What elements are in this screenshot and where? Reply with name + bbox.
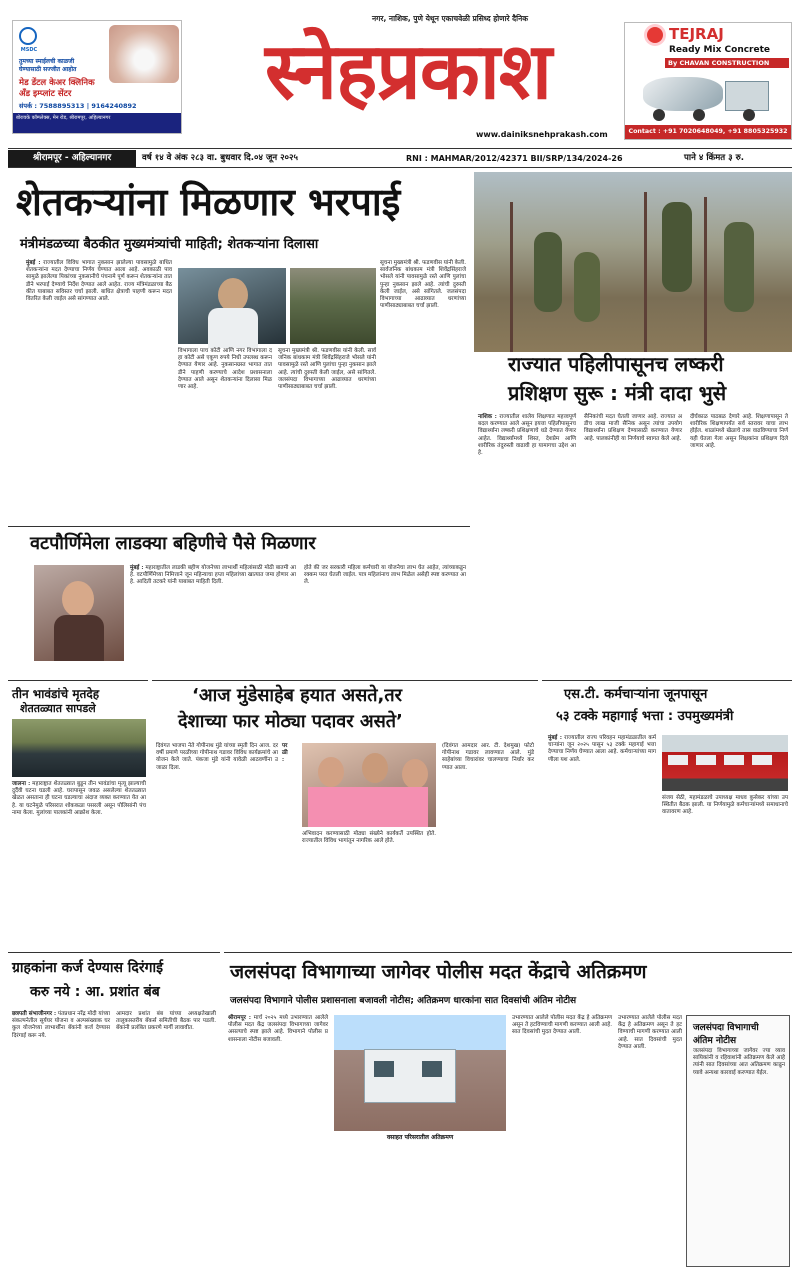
- tagline: नगर, नाशिक, पुणे येथून एकाचवेळी प्रसिध्द होणारे दैनिक: [372, 14, 529, 23]
- story4-dateline: जालना :: [12, 781, 31, 787]
- story8-col3: [618, 1015, 682, 1267]
- concrete-truck-image: [633, 71, 785, 123]
- story5-col1-text: दिवंगत भाजपा नेते गोपीनाथ मुंडे यांच्या स्मृती दिन आज. दरवर्षी प्रमाणे परळीच्या गोपीनाथ गडावर विविध कार्यक्रमांचे आयोजन केले जाते. पंकजा मुंडे यांनी यावेळी आठवणींना उजाळा दिला.: [156, 743, 278, 771]
- story3-col2: [304, 565, 466, 669]
- story1-col2-text: विभागाला पाच कोटी आणि नगर विभागाला दहा कोटी असे एकूण रुपये निधी उपलब्ध करून देण्यात येणार आहे. नुकसानग्रस्त भागात तातडीने पाहणी करण्याचे आदेश प्रशासनाला देण्यात आले असून शेतकऱ्यांना दिलासा मिळणार आहे.: [178, 348, 272, 391]
- story1-col3: [278, 348, 376, 516]
- story-ladki-bahin: [8, 526, 470, 672]
- story3-headline: वटपौर्णिमेला लाडक्या बहिणीचे पैसे मिळणार: [30, 533, 316, 554]
- story-water-dept-encroachment: [224, 952, 792, 1270]
- story6-col1-text: राज्यातील राज्य परिवहन महामंडळातील कर्मचाऱ्यांना जून २०२५ पासून ५३ टक्के महागाई भत्ता देण्याचा निर्णय घेण्यात आला आहे. कर्मचाऱ्यांच्या मागणीला यश आले.: [548, 735, 656, 763]
- ad-address: बोरावके कॉम्प्लेक्स, मेन रोड, श्रीरामपूर, अहिल्यानगर: [13, 113, 181, 133]
- story3-col1: [130, 565, 296, 669]
- story-munde-tribute: [152, 680, 538, 946]
- story1-subhead: मंत्रीमंडळच्या बैठकीत मुख्यमंत्र्यांची माहिती; शेतकऱ्यांना दिलासा: [20, 237, 319, 252]
- story2-col2-text: सैनिकांची मदत घेतली जाणार आहे. राज्यात अडीच लाख माजी सैनिक असून त्यांचा उपयोग विद्यार्थ्यांना प्रशिक्षण देण्यासाठी करण्यात येणार आहे. पालकांनीही या निर्णयाचे स्वागत केले आहे.: [584, 414, 682, 442]
- story5-headline-2: देशाच्या फार मोठ्या पदावर असते’: [178, 711, 403, 732]
- story2-headline: राज्यात पहिलीपासूनच लष्करी प्रशिक्षण सुरू : मंत्री दादा भुसे: [508, 352, 727, 405]
- story2-dateline: नाशिक :: [478, 414, 497, 420]
- story1-headline: शेतकऱ्यांना मिळणार भरपाई: [16, 180, 401, 224]
- ad-contact: Contact : +91 7020648049, +91 8805325932: [625, 125, 791, 139]
- story1-photo-minister: [178, 268, 286, 344]
- story7-headline-1: ग्राहकांना कर्ज देण्यास दिरंगाई: [12, 960, 163, 976]
- story2-col1: [478, 414, 576, 678]
- right-advertisement[interactable]: [624, 22, 792, 140]
- story4-headline-2: शेततळ्यात सापडले: [20, 702, 96, 715]
- story1-col2: [178, 348, 272, 516]
- story8-box-title-2: अंतिम नोटीस: [693, 1036, 737, 1046]
- story3-col2-text: होते की जर सरकारी महिला कर्मचारी या योजनेचा लाभ घेत आहेत, त्यांच्याकडून रक्कम परत घेतली जाईल. पात्र महिलांनाच लाभ मिळेल असेही स्पष्ट करण्यात आले.: [304, 565, 466, 586]
- ad-company: By CHAVAN CONSTRUCTION: [665, 58, 789, 68]
- story8-subhead: जलसंपदा विभागाने पोलीस प्रशासनाला बजावली नोटीस; अतिक्रमण धारकांना सात दिवसांची अंतिम नोटीस: [230, 996, 577, 1006]
- story5-dateline: परळी :: [282, 743, 288, 764]
- story2-col2: [584, 414, 682, 678]
- tooth-logo-icon: [19, 27, 37, 45]
- story-bank-loans: [8, 952, 220, 1270]
- ad-clinic-name-2: अँड इम्प्लांट सेंटर: [19, 89, 72, 99]
- story2-photo-children-training: [474, 172, 792, 352]
- dateline-price: पाने ४ किंमत ३ रु.: [684, 153, 745, 163]
- story7-col1-text: पंतप्रधान नरेंद्र मोदी यांच्या संकल्पनेतील सूर्यघर योजना व अल्पसंख्याक घरकुल योजनेच्या लाभार्थींना बँकांनी कर्ज देण्यास दिरंगाई करू नये.: [12, 1011, 110, 1039]
- story4-photo-farm-pond: [12, 719, 146, 777]
- story-st-employees: [542, 680, 792, 946]
- story7-dateline: छत्रपती संभाजीनगर :: [12, 1011, 57, 1017]
- story8-col1-text: मार्च २०२५ मध्ये उभारण्यात आलेले पोलीस मदत केंद्र जलसंपदा विभागाच्या जागेवर असल्याचे स्पष्ट झाले आहे. विभागाने पोलीस प्रशासनाला नोटीस बजावली.: [228, 1015, 328, 1043]
- story5-col2-text-block: [302, 831, 436, 943]
- story8-col2-text: उभारण्यात आलेले पोलीस मदत केंद्र हे अतिक्रमण असून ते हटविण्याची मागणी करण्यात आली आहे. सात दिवसांची मुदत देण्यात आली.: [512, 1015, 612, 1036]
- story5-photo-tribute: [302, 743, 436, 827]
- story6-photo-st-buses: [662, 735, 788, 791]
- story6-col2: [662, 795, 788, 941]
- story7-col2-text: आमदार प्रशांत बंब यांच्या अध्यक्षतेखाली तालुकास्तरीय बँकर्स समितीची बैठक पार पडली. बँकांनी प्रलंबित प्रकरणे मार्गी लावावीत.: [116, 1011, 216, 1032]
- story6-col2-text: संजय सेठी, महामंडळाचे उपाध्यक्ष माधव कुसेकर यांच्या उपस्थितीत बैठक झाली. या निर्णयामुळे कर्मचाऱ्यांमध्ये समाधानाचे वातावरण आहे.: [662, 795, 788, 816]
- story7-col2: [116, 1011, 216, 1267]
- story8-box-text: जलसंपदा विभागाच्या जागेवर ज्या व्यावसायिकांनी व रहिवाशांनी अतिक्रमण केले आहे त्यांनी सात दिवसांच्या आत अतिक्रमण काढून घ्यावे अन्यथा कारवाई करण्यात येईल.: [693, 1048, 785, 1076]
- story5-col2-text: अभिवादन करण्यासाठी मोठ्या संख्येने कार्यकर्ते उपस्थित होते. राज्यातील विविध भागांतून नागरिक आले होते.: [302, 831, 436, 845]
- story2-col3-text: दीर्घकाळ पाठबळ देणारे आहे. शिक्षणापासून ते शारीरिक शिक्षणापर्यंत सर्व स्तरावर याचा लाभ होईल. शाळांमध्ये खेळाचे तास वाढविण्याचा निर्णयही घेतला गेला असून शिक्षकांना प्रशिक्षण दिले जाणार आहे.: [690, 414, 788, 449]
- story5-col2: [282, 743, 290, 764]
- story1-col3-part: सूचना मुख्यमंत्री श्री. फडणवीस यांनी केली. सार्वजनिक बांधकाम मंत्री शिवेंद्रसिंहराजे भोसले यांनी पावसामुळे रस्ते आणि पुलांचा पुन्हा नुकसान झाले आहे. त्यांची दुरुस्ती केली जाईल, असे सांगितले. जलसंपदा विभागाच्या आढाव्यात धरणांच्या पाणीसाठ्याबाबत चर्चा झाली.: [278, 348, 376, 391]
- ad-brand: TEJRAJ: [669, 25, 724, 43]
- story8-photo-caption: वसाहत परिसरातील अतिक्रमण: [386, 1134, 454, 1141]
- story3-dateline: मुंबई :: [130, 565, 144, 571]
- story2-col3: [690, 414, 788, 678]
- story6-headline-1: एस.टी. कर्मचाऱ्यांना जूनपासून: [564, 687, 708, 702]
- story8-dateline: श्रीरामपूर :: [228, 1015, 251, 1021]
- left-advertisement[interactable]: [12, 20, 182, 134]
- story1-col1: [26, 260, 172, 516]
- story6-col1: [548, 735, 656, 941]
- story5-headline-1: ‘आज मुंडेसाहेब हयात असते,तर: [192, 685, 403, 706]
- dateline-bar: [8, 148, 792, 168]
- ad-tagline: Ready Mix Concrete: [669, 45, 771, 55]
- story-military-training: [474, 172, 792, 682]
- story8-photo-police-post: [334, 1015, 506, 1131]
- story1-photo-crop-damage: [290, 268, 376, 344]
- sun-logo-icon: [647, 27, 663, 43]
- story8-col1: [228, 1015, 328, 1267]
- ad-phone: संपर्क : 7588895313 | 9164240892: [19, 102, 137, 110]
- ad-clinic-name: मेड डेंटल केअर क्लिनिक: [19, 78, 95, 88]
- dateline-rni: RNI : MAHMAR/2012/42371 BII/SRP/134/2024-26: [406, 154, 623, 163]
- story-three-siblings: [8, 680, 148, 946]
- story4-text-body: महाराष्ट्रात शेततळ्यात बुडून तीन भावंडांचा मृत्यू झाल्याची दुर्दैवी घटना घडली आहे. घरापासून जवळ असलेल्या शेततळ्यात खेळत असताना ही घटना घडल्याचा अंदाज व्यक्त करण्यात येत आहे. या घटनेमुळे परिसरात शोककळा पसरली असून पोलिसांनी पंचनामा केला. मुलांच्या पालकांनी आक्रोश केला.: [12, 781, 146, 816]
- story2-col1-text: राज्यातील शालेय शिक्षणात महत्त्वपूर्ण बदल करण्यात आले असून इयत्ता पहिलीपासूनच विद्यार्थ्यांना लष्करी प्रशिक्षणाचे धडे देण्यात येणार आहेत. विद्यार्थ्यांमध्ये शिस्त, देशप्रेम आणि शारीरिक तंदुरुस्ती वाढावी हा यामागचा उद्देश आहे.: [478, 414, 577, 457]
- ad-line-2: घेण्यासाठी सज्जीत आहोत: [19, 66, 77, 73]
- dateline-place: श्रीरामपूर - अहिल्यानगर: [8, 150, 136, 167]
- story6-headline-2: ५३ टक्के महागाई भत्ता : उपमुख्यमंत्री: [556, 709, 734, 724]
- website[interactable]: www.dainiksnehprakash.com: [476, 130, 608, 139]
- dateline-issue: वर्ष १४ वे अंक २८३ वा. बुधवार दि.०४ जून २०२५: [142, 153, 298, 163]
- story8-headline: जलसंपदा विभागाच्या जागेवर पोलीस मदत केंद्राचे अतिक्रमण: [230, 961, 647, 983]
- ad-line-1: तुमच्या स्माईलची काळजी: [19, 58, 75, 65]
- story5-col3: [442, 743, 534, 943]
- story1-dateline: मुंबई :: [26, 260, 41, 266]
- story3-col1-text: महाराष्ट्रातील लाडकी बहीण योजनेच्या लाभार्थी महिलांसाठी मोठी बातमी आहे. वटपौर्णिमेच्या निमित्ताने जून महिन्याचा हप्ता महिलांच्या खात्यात जमा होणार आहे. आदिती तटकरे यांनी याबाबत माहिती दिली.: [130, 565, 296, 586]
- story8-notice-box: [686, 1015, 790, 1267]
- story6-dateline: मुंबई :: [548, 735, 562, 741]
- story8-box-title-1: जलसंपदा विभागाची: [693, 1023, 759, 1033]
- story8-col2: [512, 1015, 612, 1267]
- story4-text: [12, 781, 146, 943]
- story5-col1: [156, 743, 278, 943]
- story1-col4: [380, 260, 466, 516]
- story-farmers-compensation: [8, 172, 470, 520]
- smile-image: [109, 25, 179, 83]
- story7-col1: [12, 1011, 110, 1267]
- masthead: [0, 0, 800, 148]
- story5-col3-text: (दिवंगत आमदार आर. टी. देशमुख) फोटो गोपीनाथ गडावर लावण्यात आले. मुंडे साहेबांच्या विचारांवर चालण्याचा निर्धार करण्यात आला.: [442, 743, 534, 771]
- newspaper-title: स्नेहप्रकाश: [264, 27, 552, 117]
- story4-headline-1: तीन भावंडांचे मृतदेह: [12, 687, 100, 701]
- story1-col4-text: सूचना मुख्यमंत्री श्री. फडणवीस यांनी केली. सार्वजनिक बांधकाम मंत्री शिवेंद्रसिंहराजे भोसले यांनी पावसामुळे रस्ते आणि पुलांचा पुन्हा नुकसान झाले आहे. त्यांची दुरुस्ती केली जाईल, असे सांगितले. जलसंपदा विभागाच्या आढाव्यात धरणांच्या पाणीसाठ्याबाबत चर्चा झाली.: [380, 260, 466, 310]
- story1-col1-text: राज्यातील विविध भागात नुकसान झालेल्या पावसामुळे बाधित शेतकऱ्यांना मदत देण्याचा निर्णय घेण्यात आला आहे. अवकाळी पावसामुळे झालेल्या पिकांच्या नुकसानीचे पंचनामे पूर्ण करून शेतकऱ्यांना तातडीने भरपाई देण्याचे निर्देश देण्यात आले आहेत. राज्य मंत्रिमंडळाच्या बैठकीत याबाबत सविस्तर चर्चा झाली. बाधित क्षेत्राची पाहणी करून मदत वितरित केली जाईल असे सांगण्यात आले.: [26, 260, 172, 303]
- story3-photo-minister: [34, 565, 124, 661]
- story8-col3-text: उभारण्यात आलेले पोलीस मदत केंद्र हे अतिक्रमण असून ते हटविण्याची मागणी करण्यात आली आहे. सात दिवसांची मुदत देण्यात आली.: [618, 1015, 682, 1050]
- story7-headline-2: करु नये : आ. प्रशांत बंब: [30, 984, 160, 1000]
- ad-logo-text: MSDC: [20, 47, 38, 53]
